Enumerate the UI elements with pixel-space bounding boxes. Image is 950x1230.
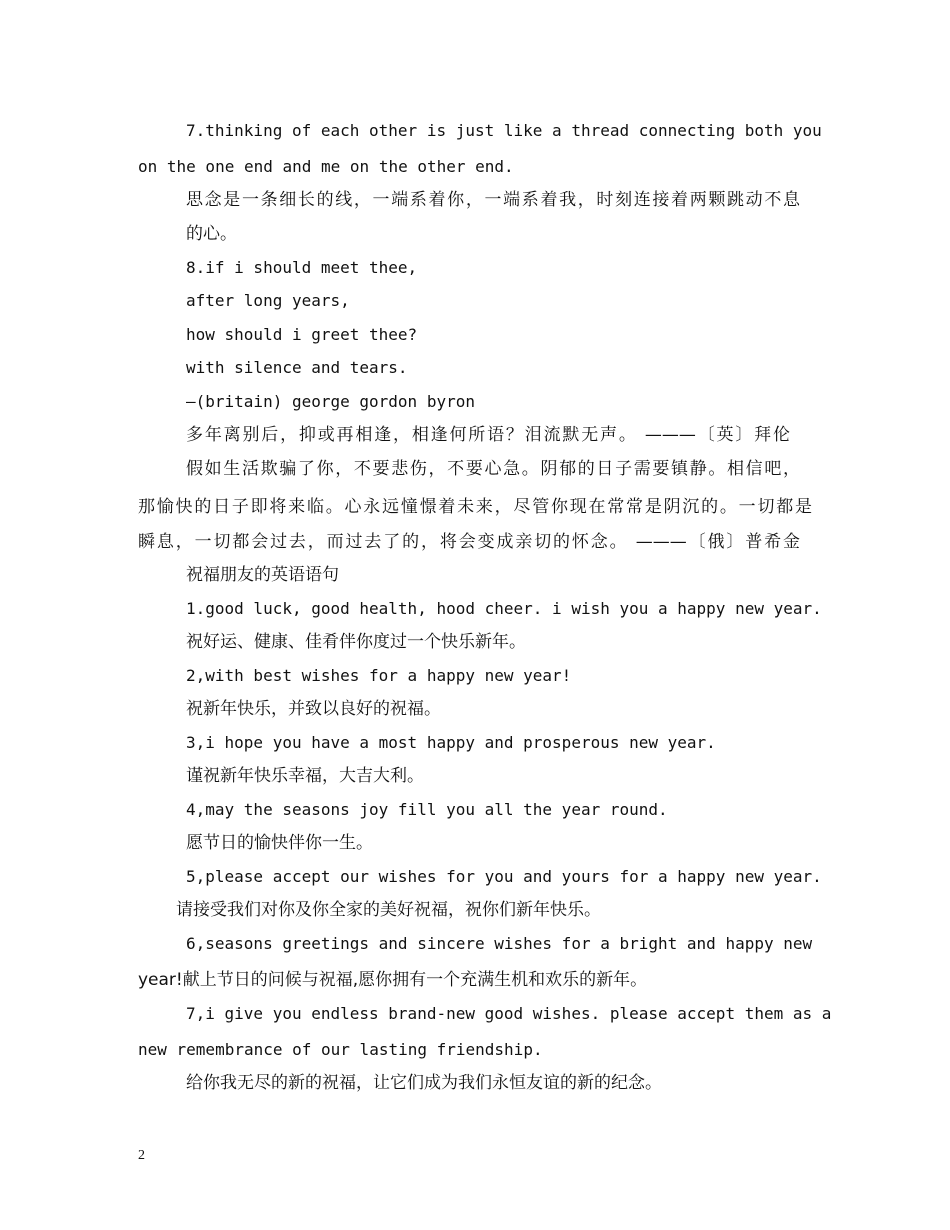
text-line: on the one end and me on the other end. [138, 157, 514, 176]
text-line: 瞬息，一切都会过去，而过去了的，将会变成亲切的怀念。 ———〔俄〕普希金 [138, 532, 800, 552]
text-line: 6,seasons greetings and sincere wishes for a bright and happy new [186, 934, 813, 953]
text-line: new remembrance of our lasting friendship. [138, 1040, 543, 1059]
text-line: 5,please accept our wishes for you and yours for a happy new year. [186, 867, 822, 886]
text-line: 3,i hope you have a most happy and prosperous new year. [186, 733, 716, 752]
text-line: 那愉快的日子即将来临。心永远憧憬着未来，尽管你现在常常是阴沉的。一切都是 [138, 497, 812, 517]
text-line: 4,may the seasons joy fill you all the year round. [186, 800, 668, 819]
text-line: 思念是一条细长的线，一端系着你，一端系着我，时刻连接着两颗跳动不息 [186, 190, 800, 210]
text-line: 假如生活欺骗了你，不要悲伤，不要心急。阴郁的日子需要镇静。相信吧， [186, 459, 800, 479]
text-line: 7.thinking of each other is just like a thread connecting both you [186, 121, 822, 140]
text-line: how should i greet thee? [186, 325, 418, 344]
text-line: 给你我无尽的新的祝福，让它们成为我们永恒友谊的新的纪念。 [186, 1073, 662, 1093]
text-line: 多年离别后，抑或再相逢，相逢何所语？泪流默无声。 ———〔英〕拜伦 [186, 425, 790, 445]
text-line: 1.good luck, good health, hood cheer. i wish you a happy new year. [186, 599, 822, 618]
text-line: 祝福朋友的英语语句 [186, 565, 339, 585]
text-line: 的心。 [186, 224, 237, 244]
text-line: year!献上节日的问候与祝福,愿你拥有一个充满生机和欢乐的新年。 [138, 970, 648, 990]
text-line: 愿节日的愉快伴你一生。 [186, 833, 373, 853]
text-line: 7,i give you endless brand-new good wishes. please accept them as a [186, 1004, 832, 1023]
page-number: 2 [138, 1148, 145, 1163]
text-line: 祝新年快乐，并致以良好的祝福。 [186, 699, 441, 719]
text-line: —(britain) george gordon byron [186, 392, 475, 411]
text-line: 请接受我们对你及你全家的美好祝福，祝你们新年快乐。 [176, 900, 601, 920]
text-line: 祝好运、健康、佳肴伴你度过一个快乐新年。 [186, 632, 526, 652]
text-line: 8.if i should meet thee, [186, 258, 418, 277]
text-line: after long years, [186, 291, 350, 310]
text-line: with silence and tears. [186, 358, 408, 377]
text-line: 2,with best wishes for a happy new year! [186, 666, 572, 685]
text-line: 谨祝新年快乐幸福，大吉大利。 [186, 766, 424, 786]
